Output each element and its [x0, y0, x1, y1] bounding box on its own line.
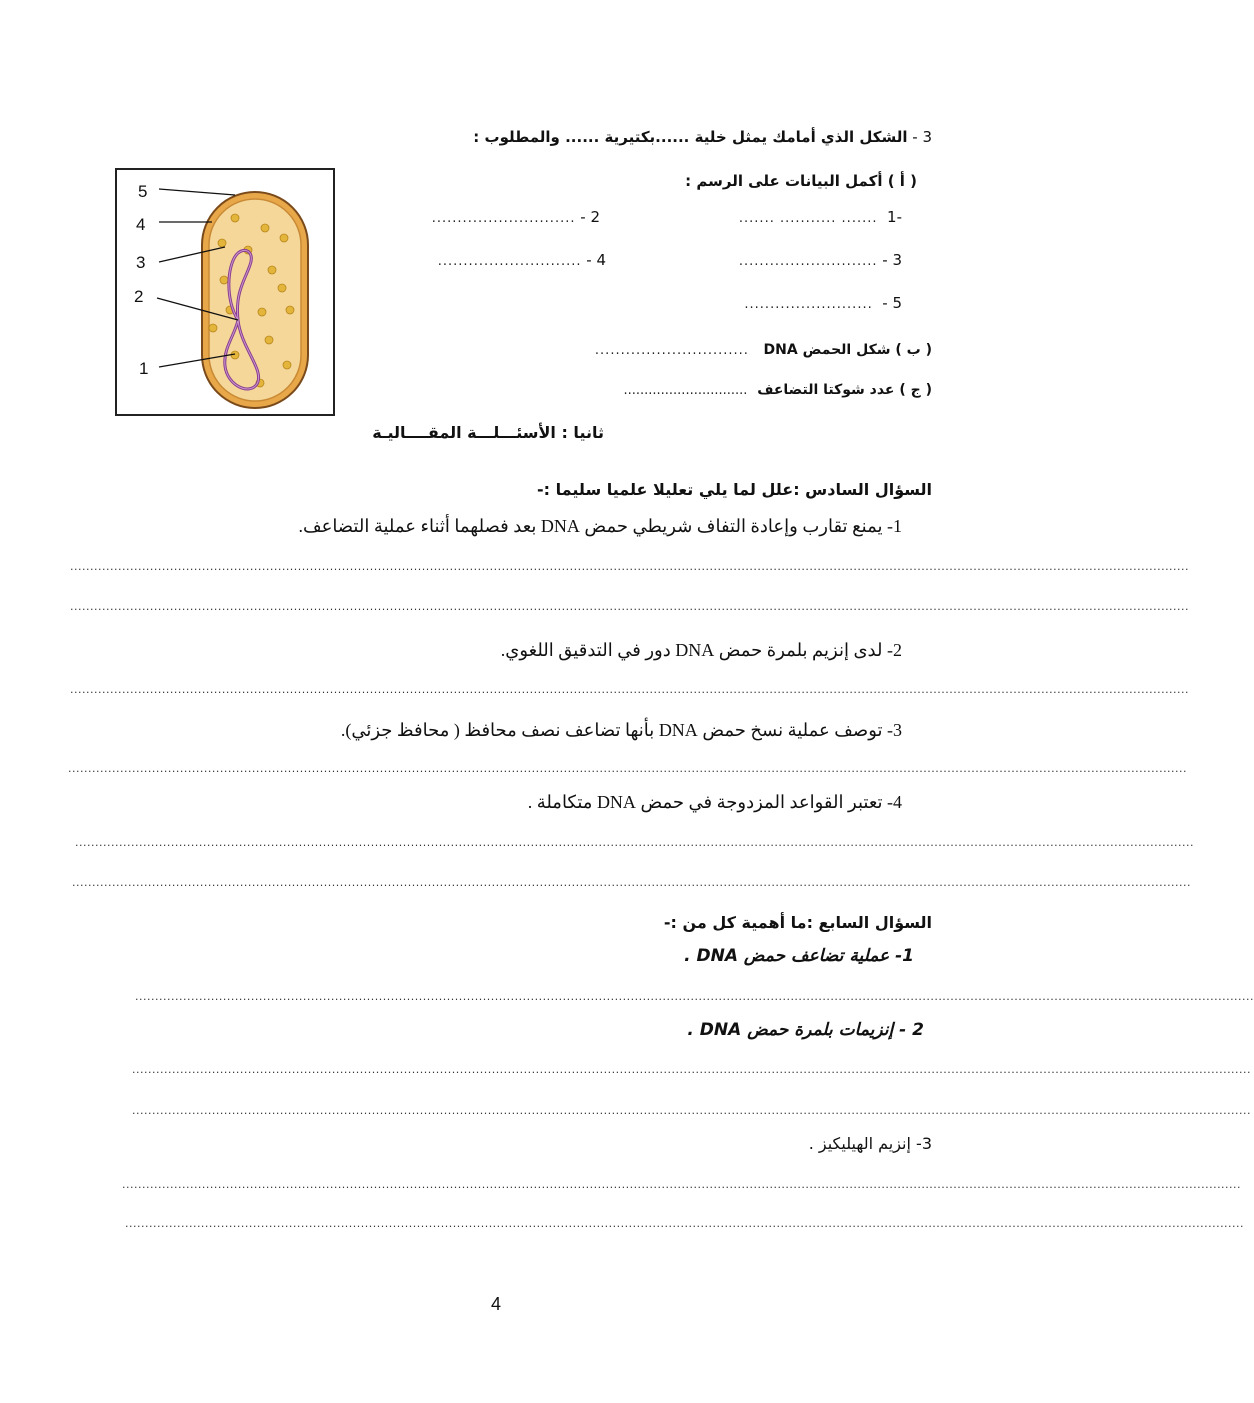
blank-4: 4 - ............................ — [437, 251, 606, 269]
q3-number: 3 - — [912, 128, 932, 146]
answer-line: ........................................................................................................................................................................................................................................................................................ — [72, 876, 1192, 889]
figure-label-4: 4 — [136, 215, 146, 234]
q3-title — [473, 128, 932, 146]
figure-label-1: 1 — [139, 359, 149, 378]
q7-item-3: 3- إنزيم الهيليكيز . — [808, 1134, 932, 1153]
q6-item-1: 1- يمنع تقارب وإعادة التفاف شريطي حمض DNA بعد فصلهما أثناء عملية التضاعف. — [298, 516, 902, 536]
q6-title: السؤال السادس :علل لما يلي تعليلا علميا سليما :- — [537, 480, 932, 499]
q6-item-4: 4- تعتبر القواعد المزدوجة في حمض DNA متكاملة . — [527, 792, 902, 812]
figure-label-5: 5 — [138, 182, 148, 201]
figure-label-3: 3 — [136, 253, 146, 272]
blank-2: 2 - ............................ — [431, 208, 600, 226]
answer-line: ........................................................................................................................................................................................................................................................................................ — [122, 1178, 1242, 1191]
page-number: 4 — [490, 1294, 501, 1314]
blank-1: -1 ....... ........... ....... — [738, 208, 902, 226]
q6-item-2: 2- لدى إنزيم بلمرة حمض DNA دور في التدقيق اللغوي. — [500, 640, 902, 660]
answer-line: ........................................................................................................................................................................................................................................................................................ — [68, 762, 1188, 775]
q3-part-c: ( ج ) عدد شوكتا التضاعف .............................. — [623, 382, 932, 398]
answer-line: ........................................................................................................................................................................................................................................................................................ — [75, 836, 1195, 849]
answer-line: ........................................................................................................................................................................................................................................................................................ — [135, 990, 1254, 1003]
answer-line: ........................................................................................................................................................................................................................................................................................ — [132, 1104, 1252, 1117]
q3-title-text: الشكل الذي أمامك يمثل خلية ......بكتيرية ...... والمطلوب : — [473, 128, 908, 146]
answer-line: ........................................................................................................................................................................................................................................................................................ — [125, 1217, 1245, 1230]
blank-3: 3 - ........................... — [738, 251, 902, 269]
answer-line: ........................................................................................................................................................................................................................................................................................ — [70, 560, 1190, 573]
q7-item-1: 1- عملية تضاعف حمض DNA . — [684, 946, 914, 966]
q3-part-b: ( ب ) شكل الحمض DNA .............................. — [594, 342, 932, 358]
q7-item-2: 2 - إنزيمات بلمرة حمض DNA . — [687, 1020, 924, 1040]
q3-part-a-label: ( أ ) أكمل البيانات على الرسم : — [685, 172, 917, 190]
bacteria-figure — [115, 168, 335, 416]
blank-5: 5 - ......................... — [744, 294, 902, 312]
answer-line: ........................................................................................................................................................................................................................................................................................ — [70, 683, 1190, 696]
answer-line: ........................................................................................................................................................................................................................................................................................ — [70, 600, 1190, 613]
section2-title: ثانيا : الأسئـــلـــة المقــــاليـة — [372, 423, 604, 442]
q7-title: السؤال السابع :ما أهمية كل من :- — [663, 913, 932, 932]
cell-membrane — [209, 199, 301, 401]
bacteria-cell-diagram — [117, 170, 333, 414]
figure-label-2: 2 — [134, 287, 144, 306]
q6-item-3: 3- توصف عملية نسخ حمض DNA بأنها تضاعف نصف محافظ ( محافظ جزئي). — [340, 720, 902, 740]
answer-line: ........................................................................................................................................................................................................................................................................................ — [132, 1063, 1252, 1076]
